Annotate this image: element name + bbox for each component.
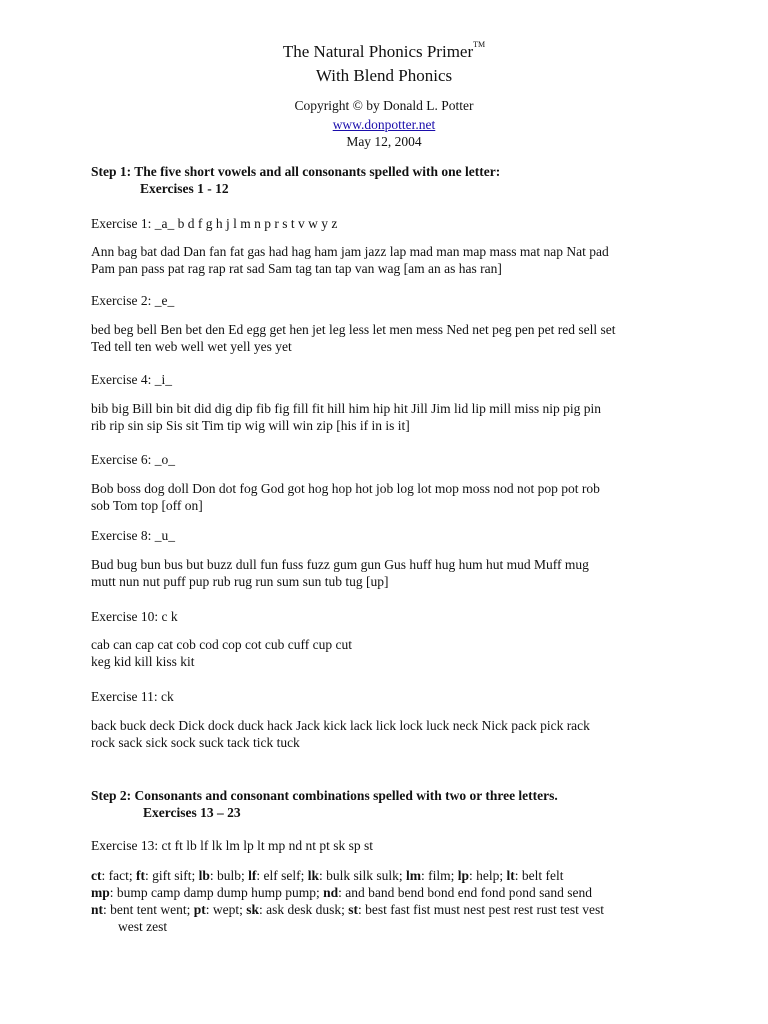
- exercise-2-label: Exercise 2: _e_: [91, 293, 175, 308]
- exercise-10-label: Exercise 10: c k: [91, 609, 178, 624]
- step2-heading: Step 2: Consonants and consonant combinations spelled with two or three letters. Exercises 13 – 23: [91, 787, 751, 821]
- exercise-13-blends: [91, 867, 711, 935]
- exercise-10-words: cab can cap cat cob cod cop cot cub cuff cup cut keg kid kill kiss kit: [91, 637, 352, 669]
- exercise-13-label: Exercise 13: ct ft lb lf lk lm lp lt mp nd nt pt sk sp st: [91, 838, 373, 853]
- exercise-1-words: Ann bag bat dad Dan fan fat gas had hag ham jam jazz lap mad man map mass mat nap Nat pad Pam pan pass pat rag rap rat sad Sam tag tan tap van wag [am an as has ran]: [91, 244, 609, 276]
- blend-row-2: mp: bump camp damp dump hump pump; nd: and band bend bond end fond pond sand send: [91, 885, 592, 900]
- website-line: [0, 116, 768, 134]
- exercise-2-words: bed beg bell Ben bet den Ed egg get hen jet leg less let men mess Ned net peg pen pet red sell set Ted tell ten web well wet yell yes yet: [91, 322, 616, 354]
- exercise-8-label: Exercise 8: _u_: [91, 528, 175, 543]
- document-subtitle: With Blend Phonics: [315, 66, 453, 85]
- website-link[interactable]: www.donpotter.net: [332, 117, 436, 132]
- exercise-11-label: Exercise 11: ck: [91, 689, 174, 704]
- step1-heading: Step 1: The five short vowels and all consonants spelled with one letter: Exercises 1 - 12: [91, 163, 751, 197]
- exercise-11-words: back buck deck Dick dock duck hack Jack kick lack lick lock luck neck Nick pack pick rack rock sack sick sock suck tack tick tuck: [91, 718, 590, 750]
- blend-row-1: ct: fact; ft: gift sift; lb: bulb; lf: elf self; lk: bulk silk sulk; lm: film; lp: help; lt: belt felt: [91, 868, 564, 883]
- document-title: The Natural Phonics Primer™: [282, 40, 486, 61]
- exercise-4-label: Exercise 4: _i_: [91, 372, 172, 387]
- exercise-4-words: bib big Bill bin bit did dig dip fib fig fill fit hill him hip hit Jill Jim lid lip mill miss nip pig pin rib rip sin sip Sis sit Tim tip wig will win zip [his if in is it]: [91, 401, 602, 433]
- step1-subheading: Exercises 1 - 12: [140, 181, 229, 196]
- blend-row-3: nt: bent tent went; pt: wept; sk: ask desk dusk; st: best fast fist must nest pest rest rust test vest: [91, 902, 605, 917]
- step2-subheading: Exercises 13 – 23: [143, 805, 241, 820]
- date-line: May 12, 2004: [346, 134, 422, 149]
- exercise-6-words: Bob boss dog doll Don dot fog God got hog hop hot job log lot mop moss nod not pop pot rob sob Tom top [off on]: [91, 481, 600, 513]
- exercise-6-label: Exercise 6: _o_: [91, 452, 175, 467]
- exercise-1-label: Exercise 1: _a_ b d f g h j l m n p r s t v w y z: [91, 216, 338, 231]
- blend-row-4: west zest: [118, 919, 168, 934]
- exercise-8-words: Bud bug bun bus but buzz dull fun fuss fuzz gum gun Gus huff hug hum hut mud Muff mug mutt nun nut puff pup rub rug run sum sun tub tug [up]: [91, 557, 589, 589]
- copyright-line: Copyright © by Donald L. Potter: [294, 98, 474, 113]
- trademark-mark: TM: [473, 40, 486, 49]
